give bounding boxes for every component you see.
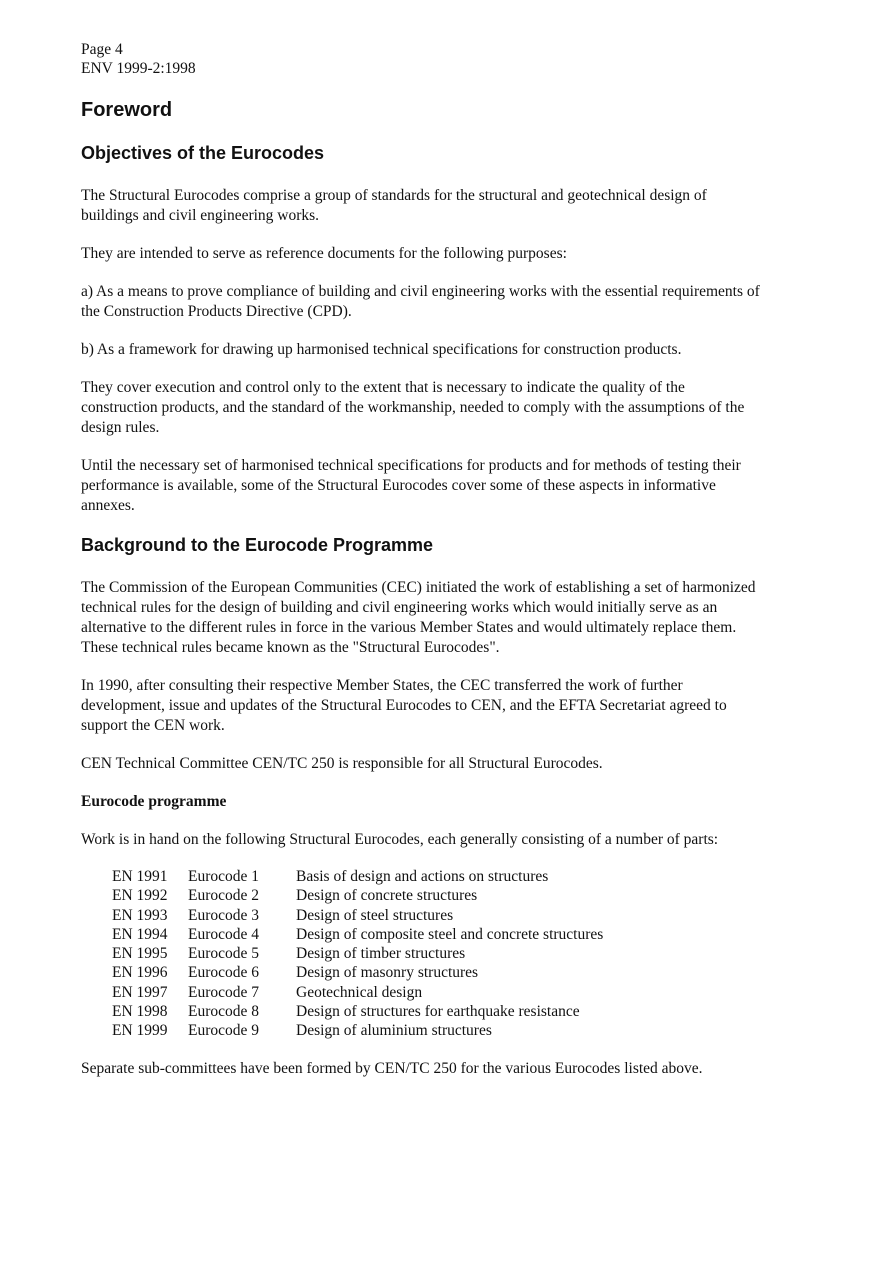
eurocode-title: Design of structures for earthquake resistance: [296, 1003, 580, 1021]
en-number: EN 1999: [112, 1022, 168, 1040]
programme-intro: Work is in hand on the following Structural Eurocodes, each generally consisting of a number of parts:: [81, 831, 719, 848]
eurocode-title: Design of masonry structures: [296, 964, 479, 982]
eurocode-title: Design of timber structures: [296, 945, 466, 963]
eurocode-title: Design of composite steel and concrete structures: [296, 925, 604, 943]
background-heading: Background to the Eurocode Programme: [81, 535, 434, 555]
table-row: [112, 944, 603, 963]
document-id: ENV 1999-2:1998: [81, 60, 196, 77]
eurocode-title: Design of steel structures: [296, 906, 454, 924]
eurocode-name: Eurocode 6: [188, 964, 260, 982]
table-row: [112, 963, 603, 982]
programme-heading: Eurocode programme: [81, 793, 227, 810]
objectives-paragraph: The Structural Eurocodes comprise a group of standards for the structural and geotechnical design of buildings and civil engineering works.: [81, 187, 707, 224]
objectives-paragraph: Until the necessary set of harmonised technical specifications for products and for methods of testing their performance is available, some of the Structural Eurocodes cover some of these aspects in informative annexes.: [81, 457, 741, 514]
en-number: EN 1996: [112, 964, 168, 982]
table-row: [112, 925, 603, 944]
eurocode-name: Eurocode 5: [188, 945, 260, 963]
eurocode-name: Eurocode 7: [188, 983, 260, 1001]
background-paragraph: In 1990, after consulting their respective Member States, the CEC transferred the work of further development, issue and updates of the Structural Eurocodes to CEN, and the EFTA Secretariat agreed to support the CEN work.: [81, 677, 727, 734]
en-number: EN 1992: [112, 887, 168, 905]
eurocode-name: Eurocode 8: [188, 1003, 260, 1021]
eurocode-table: [112, 867, 603, 1041]
table-row: [112, 867, 603, 886]
en-number: EN 1993: [112, 906, 168, 924]
table-row: [112, 1021, 603, 1040]
document-page: [81, 40, 761, 1079]
eurocode-name: Eurocode 2: [188, 887, 260, 905]
objectives-paragraph: b) As a framework for drawing up harmonised technical specifications for construction products.: [81, 341, 682, 358]
background-paragraph: CEN Technical Committee CEN/TC 250 is responsible for all Structural Eurocodes.: [81, 755, 603, 772]
en-number: EN 1995: [112, 945, 168, 963]
table-row: [112, 886, 603, 905]
background-paragraph: The Commission of the European Communities (CEC) initiated the work of establishing a set of harmonized technical rules for the design of building and civil engineering works which would initially serve as an alternative to the different rules in force in the various Member States and would ultimately replace them. These technical rules became known as the "Structural Eurocodes".: [81, 579, 756, 656]
table-row: [112, 983, 603, 1002]
en-number: EN 1991: [112, 868, 168, 885]
eurocode-title: Basis of design and actions on structures: [296, 868, 549, 885]
eurocode-title: Design of aluminium structures: [296, 1022, 492, 1040]
table-row: [112, 906, 603, 925]
en-number: EN 1994: [112, 925, 168, 943]
objectives-paragraph: They cover execution and control only to the extent that is necessary to indicate the quality of the construction products, and the standard of the workmanship, needed to comply with the assumptions of the design rules.: [81, 379, 745, 436]
page-number: Page 4: [81, 41, 123, 58]
en-number: EN 1998: [112, 1003, 168, 1021]
foreword-title: Foreword: [81, 99, 173, 121]
en-number: EN 1997: [112, 983, 168, 1001]
eurocode-title: Design of concrete structures: [296, 887, 478, 905]
table-row: [112, 1002, 603, 1021]
programme-closing: Separate sub-committees have been formed by CEN/TC 250 for the various Eurocodes listed above.: [81, 1059, 703, 1077]
objectives-paragraph: They are intended to serve as reference documents for the following purposes:: [81, 245, 567, 262]
eurocode-name: Eurocode 1: [188, 868, 260, 885]
eurocode-name: Eurocode 9: [188, 1022, 260, 1040]
eurocode-title: Geotechnical design: [296, 983, 423, 1001]
objectives-paragraph: a) As a means to prove compliance of building and civil engineering works with the essential requirements of the Construction Products Directive (CPD).: [81, 283, 760, 320]
eurocode-name: Eurocode 4: [188, 925, 260, 943]
eurocode-name: Eurocode 3: [188, 906, 260, 924]
objectives-heading: Objectives of the Eurocodes: [81, 143, 325, 163]
